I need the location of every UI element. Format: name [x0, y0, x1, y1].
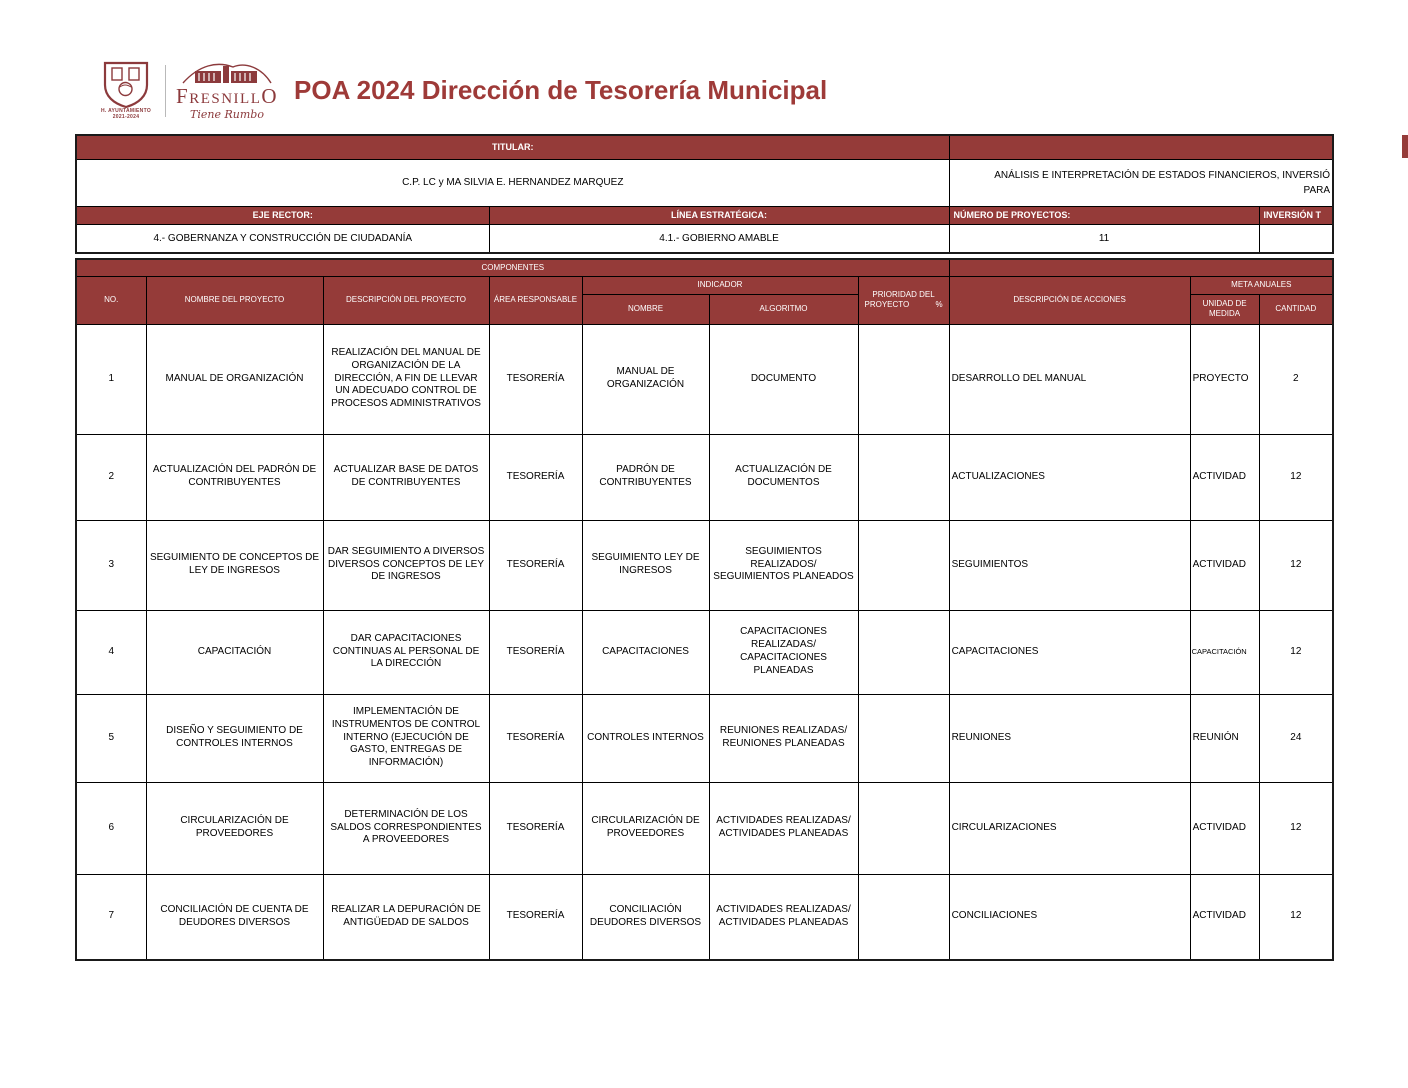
cell-acciones: ACTUALIZACIONES — [949, 434, 1190, 520]
cell-cantidad: 12 — [1259, 782, 1333, 874]
cell-cantidad: 12 — [1259, 874, 1333, 960]
coat-of-arms-icon — [101, 61, 151, 109]
table-row — [76, 324, 1333, 434]
cell-cantidad: 12 — [1259, 610, 1333, 694]
cell-indicador-nombre: MANUAL DE ORGANIZACIÓN — [582, 324, 709, 434]
table-row — [76, 434, 1333, 520]
prioridad-proyecto: PROYECTO — [864, 300, 910, 309]
table-row — [76, 874, 1333, 960]
fresnillo-logo — [95, 60, 278, 121]
titular-label-right — [949, 135, 1333, 159]
cell-indicador-nombre: CIRCULARIZACIÓN DE PROVEEDORES — [582, 782, 709, 874]
cell-indicador-nombre: PADRÓN DE CONTRIBUYENTES — [582, 434, 709, 520]
document-header — [95, 60, 827, 121]
col-header-cantidad: CANTIDAD — [1259, 294, 1333, 324]
cell-area: TESORERÍA — [489, 434, 582, 520]
componentes-band: COMPONENTES — [76, 259, 949, 276]
cell-unidad: ACTIVIDAD — [1190, 874, 1259, 960]
brand-middle: RESNILL — [189, 91, 262, 107]
cell-prioridad — [858, 520, 949, 610]
cell-descripcion: IMPLEMENTACIÓN DE INSTRUMENTOS DE CONTROL INTERNO (EJECUCIÓN DE GASTO, ENTREGAS DE INFORMACIÓN) — [323, 694, 489, 782]
cell-acciones: CONCILIACIONES — [949, 874, 1190, 960]
eje-rector-label: EJE RECTOR: — [76, 206, 489, 224]
cell-area: TESORERÍA — [489, 520, 582, 610]
cell-no: 4 — [76, 610, 146, 694]
cutoff-column-sliver — [1402, 135, 1408, 158]
analysis-line2: PARA — [1303, 184, 1331, 196]
cell-unidad: ACTIVIDAD — [1190, 520, 1259, 610]
cell-unidad: PROYECTO — [1190, 324, 1259, 434]
col-header-unidad-medida: UNIDAD DE MEDIDA — [1190, 294, 1259, 324]
col-header-indicador-algoritmo: ALGORITMO — [709, 294, 858, 324]
cell-area: TESORERÍA — [489, 782, 582, 874]
brand-tagline: Tiene Rumbo — [190, 108, 264, 121]
cell-acciones: SEGUIMIENTOS — [949, 520, 1190, 610]
cell-nombre: DISEÑO Y SEGUIMIENTO DE CONTROLES INTERNOS — [146, 694, 323, 782]
cell-descripcion: DAR SEGUIMIENTO A DIVERSOS DIVERSOS CONCEPTOS DE LEY DE INGRESOS — [323, 520, 489, 610]
cell-algoritmo: CAPACITACIONES REALIZADAS/ CAPACITACIONES PLANEADAS — [709, 610, 858, 694]
cell-cantidad: 12 — [1259, 520, 1333, 610]
cell-prioridad — [858, 610, 949, 694]
cell-area: TESORERÍA — [489, 694, 582, 782]
brand-final: O — [261, 84, 279, 108]
building-icon — [181, 60, 273, 84]
col-header-indicador: INDICADOR — [582, 276, 858, 294]
inversion-value — [1259, 224, 1333, 253]
prioridad-line2 — [859, 300, 949, 310]
brand-name — [176, 86, 278, 107]
col-header-area-responsable: ÁREA RESPONSABLE — [489, 276, 582, 324]
cell-cantidad: 12 — [1259, 434, 1333, 520]
cell-indicador-nombre: CAPACITACIONES — [582, 610, 709, 694]
numero-proyectos-label: NÚMERO DE PROYECTOS: — [949, 206, 1259, 224]
cell-cantidad: 2 — [1259, 324, 1333, 434]
titular-label: TITULAR: — [76, 135, 949, 159]
analysis-value — [949, 159, 1333, 206]
cell-prioridad — [858, 782, 949, 874]
cell-no: 2 — [76, 434, 146, 520]
cell-descripcion: DETERMINACIÓN DE LOS SALDOS CORRESPONDIENTES A PROVEEDORES — [323, 782, 489, 874]
linea-estrategica-label: LÍNEA ESTRATÉGICA: — [489, 206, 949, 224]
table-row — [76, 520, 1333, 610]
cell-no: 5 — [76, 694, 146, 782]
cell-nombre: CIRCULARIZACIÓN DE PROVEEDORES — [146, 782, 323, 874]
table-row — [76, 694, 1333, 782]
coat-of-arms — [95, 61, 157, 120]
cell-prioridad — [858, 874, 949, 960]
cell-no: 3 — [76, 520, 146, 610]
cell-no: 1 — [76, 324, 146, 434]
cell-nombre: CAPACITACIÓN — [146, 610, 323, 694]
brand-initial: F — [176, 84, 190, 108]
council-label: H. AYUNTAMIENTO — [100, 108, 152, 114]
cell-prioridad — [858, 434, 949, 520]
col-header-descripcion-proyecto: DESCRIPCIÓN DEL PROYECTO — [323, 276, 489, 324]
cell-prioridad — [858, 324, 949, 434]
cell-unidad: ACTIVIDAD — [1190, 782, 1259, 874]
col-header-no: NO. — [76, 276, 146, 324]
cell-algoritmo: SEGUIMIENTOS REALIZADOS/ SEGUIMIENTOS PLANEADOS — [709, 520, 858, 610]
cell-nombre: SEGUIMIENTO DE CONCEPTOS DE LEY DE INGRESOS — [146, 520, 323, 610]
analysis-line1: ANÁLISIS E INTERPRETACIÓN DE ESTADOS FINANCIEROS, INVERSIÓ — [994, 169, 1331, 181]
cell-acciones: DESARROLLO DEL MANUAL — [949, 324, 1190, 434]
cell-descripcion: REALIZAR LA DEPURACIÓN DE ANTIGÜEDAD DE SALDOS — [323, 874, 489, 960]
cell-algoritmo: ACTIVIDADES REALIZADAS/ ACTIVIDADES PLANEADAS — [709, 874, 858, 960]
cell-indicador-nombre: CONCILIACIÓN DEUDORES DIVERSOS — [582, 874, 709, 960]
cell-area: TESORERÍA — [489, 874, 582, 960]
prioridad-percent: % — [935, 300, 943, 309]
cell-algoritmo: ACTIVIDADES REALIZADAS/ ACTIVIDADES PLANEADAS — [709, 782, 858, 874]
eje-rector-value: 4.- GOBERNANZA Y CONSTRUCCIÓN DE CIUDADANÍA — [76, 224, 489, 253]
numero-proyectos-value: 11 — [949, 224, 1259, 253]
components-table — [75, 258, 1334, 961]
cell-acciones: CIRCULARIZACIONES — [949, 782, 1190, 874]
cell-cantidad: 24 — [1259, 694, 1333, 782]
cell-unidad: ACTIVIDAD — [1190, 434, 1259, 520]
cell-descripcion: ACTUALIZAR BASE DE DATOS DE CONTRIBUYENTES — [323, 434, 489, 520]
cell-area: TESORERÍA — [489, 610, 582, 694]
cell-indicador-nombre: SEGUIMIENTO LEY DE INGRESOS — [582, 520, 709, 610]
cell-area: TESORERÍA — [489, 324, 582, 434]
info-table — [75, 134, 1334, 254]
titular-value: C.P. LC y MA SILVIA E. HERNANDEZ MARQUEZ — [76, 159, 949, 206]
prioridad-line1: PRIORIDAD DEL — [872, 290, 935, 299]
componentes-band-right — [949, 259, 1333, 276]
cell-algoritmo: DOCUMENTO — [709, 324, 858, 434]
table-row — [76, 782, 1333, 874]
linea-estrategica-value: 4.1.- GOBIERNO AMABLE — [489, 224, 949, 253]
col-header-indicador-nombre: NOMBRE — [582, 294, 709, 324]
col-header-prioridad — [858, 276, 949, 324]
cell-algoritmo: REUNIONES REALIZADAS/ REUNIONES PLANEADAS — [709, 694, 858, 782]
cell-unidad: REUNIÓN — [1190, 694, 1259, 782]
cell-acciones: CAPACITACIONES — [949, 610, 1190, 694]
cell-indicador-nombre: CONTROLES INTERNOS — [582, 694, 709, 782]
cell-no: 7 — [76, 874, 146, 960]
cell-algoritmo: ACTUALIZACIÓN DE DOCUMENTOS — [709, 434, 858, 520]
cell-nombre: ACTUALIZACIÓN DEL PADRÓN DE CONTRIBUYENTES — [146, 434, 323, 520]
cell-prioridad — [858, 694, 949, 782]
inversion-label: INVERSIÓN T — [1259, 206, 1333, 224]
col-header-nombre-proyecto: NOMBRE DEL PROYECTO — [146, 276, 323, 324]
cell-acciones: REUNIONES — [949, 694, 1190, 782]
col-header-meta-anuales: META ANUALES — [1190, 276, 1333, 294]
cell-descripcion: REALIZACIÓN DEL MANUAL DE ORGANIZACIÓN DE LA DIRECCIÓN, A FIN DE LLEVAR UN ADECUADO CONTROL DE PROCESOS ADMINISTRATIVOS — [323, 324, 489, 434]
cell-no: 6 — [76, 782, 146, 874]
cell-unidad: CAPACITACIÓN — [1190, 610, 1259, 694]
page-title: POA 2024 Dirección de Tesorería Municipal — [294, 75, 828, 105]
cell-nombre: CONCILIACIÓN DE CUENTA DE DEUDORES DIVERSOS — [146, 874, 323, 960]
poa-sheet — [75, 134, 1332, 961]
col-header-acciones: DESCRIPCIÓN DE ACCIONES — [949, 276, 1190, 324]
table-row — [76, 610, 1333, 694]
logo-divider — [165, 65, 166, 117]
brand-block — [176, 60, 278, 121]
council-period: 2021-2024 — [112, 113, 140, 120]
cell-descripcion: DAR CAPACITACIONES CONTINUAS AL PERSONAL DE LA DIRECCIÓN — [323, 610, 489, 694]
cell-nombre: MANUAL DE ORGANIZACIÓN — [146, 324, 323, 434]
